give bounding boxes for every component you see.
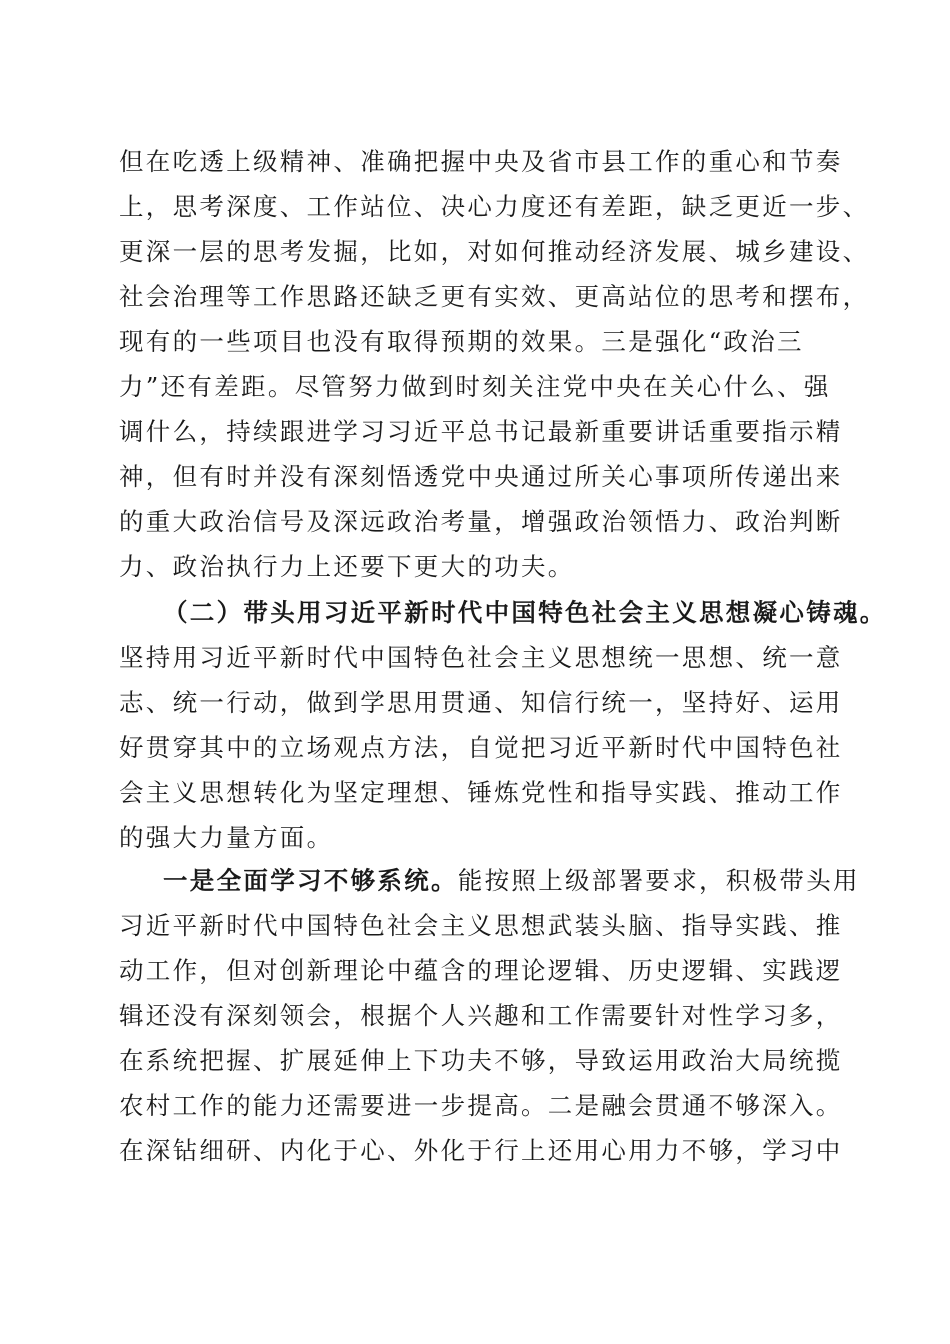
text-line: 但在吃透上级精神、准确把握中央及省市县工作的重心和节奏 [119,147,843,176]
section-2 [119,590,887,860]
paragraph-3 [119,858,860,1173]
text-line: 农村工作的能力还需要进一步提高。二是融会贯通不够深入。 [119,1091,843,1120]
text-line: 辑还没有深刻领会，根据个人兴趣和工作需要针对性学习多， [119,1001,843,1030]
text-line: 神，但有时并没有深刻悟透党中央通过所关心事项所传递出来 [119,462,843,491]
first-line-rest: 能按照上级部署要求，积极带头用 [457,866,860,895]
text-line: 上，思考深度、工作站位、决心力度还有差距，缺乏更近一步、 [119,192,870,221]
text-line: 力”还有差距。尽管努力做到时刻关注党中央在关心什么、强 [119,372,831,401]
text-line: 坚持用习近平新时代中国特色社会主义思想统一思想、统一意 [119,643,843,672]
text-line: 动工作，但对创新理论中蕴含的理论逻辑、历史逻辑、实践逻 [119,956,843,985]
text-line: 志、统一行动，做到学思用贯通、知信行统一，坚持好、运用 [119,688,843,717]
text-line: 现有的一些项目也没有取得预期的效果。三是强化“政治三 [119,327,804,356]
text-line: 习近平新时代中国特色社会主义思想武装头脑、指导实践、推 [119,911,843,940]
text-line: 在系统把握、扩展延伸上下功夫不够，导致运用政治大局统揽 [119,1046,843,1075]
text-line: 好贯穿其中的立场观点方法，自觉把习近平新时代中国特色社 [119,733,843,762]
paragraph-first-line [119,858,860,903]
paragraph-1 [119,139,870,589]
text-line: 调什么，持续跟进学习习近平总书记最新重要讲话重要指示精 [119,417,843,446]
text-line: 在深钻细研、内化于心、外化于行上还用心用力不够，学习中 [119,1136,843,1165]
text-line: 更深一层的思考发掘，比如，对如何推动经济发展、城乡建设、 [119,237,870,266]
text-line: 会主义思想转化为坚定理想、锤炼党性和指导实践、推动工作 [119,778,843,807]
text-line: 力、政治执行力上还要下更大的功夫。 [119,552,575,581]
text-line: 社会治理等工作思路还缺乏更有实效、更高站位的思考和摆布， [119,282,870,311]
text-line: 的强大力量方面。 [119,823,334,852]
lead-bold-phrase: 一是全面学习不够系统。 [163,866,458,895]
text-line: 的重大政治信号及深远政治考量，增强政治领悟力、政治判断 [119,507,843,536]
section-heading: （二）带头用习近平新时代中国特色社会主义思想凝心铸魂。 [163,598,887,627]
